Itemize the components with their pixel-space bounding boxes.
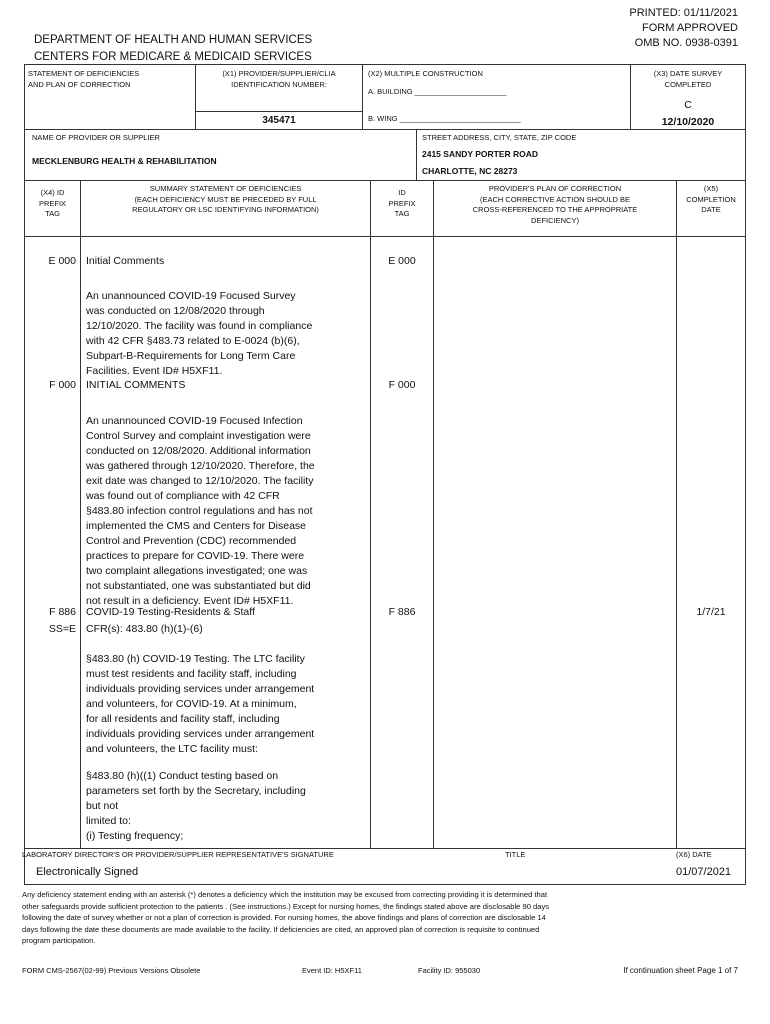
form-number: FORM CMS-2567(02-99) Previous Versions Obsolete — [22, 966, 201, 975]
provider-name: MECKLENBURG HEALTH & REHABILITATION — [32, 156, 217, 166]
statement-label: STATEMENT OF DEFICIENCIES AND PLAN OF CORRECTION — [28, 69, 140, 89]
x2-wing: B. WING _____________________________ — [368, 114, 521, 123]
right-border — [745, 64, 746, 884]
address-label: STREET ADDRESS, CITY, STATE, ZIP CODE — [422, 133, 577, 142]
provider-name-label: NAME OF PROVIDER OR SUPPLIER — [32, 133, 160, 142]
continuation-page: If continuation sheet Page 1 of 7 — [623, 966, 738, 975]
signature-value: Electronically Signed — [36, 866, 139, 878]
f000-title: INITIAL COMMENTS — [86, 379, 186, 391]
x2-building: A. BUILDING ______________________ — [368, 87, 507, 96]
x1-divider — [195, 111, 362, 112]
e000-text: An unannounced COVID-19 Focused Survey was conducted on 12/08/2020 through 12/10/2020. The facility was found in compliance with 42 CFR §483.73 related to E-0024 (b)(6), Subpart-B-Requirements for Long Term Care Facilities. Event ID# H5XF11. — [86, 290, 313, 377]
address-city: CHARLOTTE, NC 28273 — [422, 166, 518, 176]
e000-title: Initial Comments — [86, 255, 165, 267]
box-top-line — [24, 64, 746, 65]
f886-text-2: §483.80 (h)((1) Conduct testing based on parameters set forth by the Secretary, including but not limited to: (i) Testing frequency; — [86, 770, 306, 842]
signature-bottom-line — [24, 884, 746, 885]
f886-text-1: §483.80 (h) COVID-19 Testing. The LTC facility must test residents and facility staff, including individuals providing services under arrangement and volunteers, for COVID-19. At a minimum, for all residents and facility staff, including individuals providing services under arrangement and volunteers, the LTC facility must: — [86, 653, 315, 755]
x2-label: (X2) MULTIPLE CONSTRUCTION — [368, 69, 483, 78]
title-label: TITLE — [505, 850, 526, 859]
col-divider-3 — [433, 180, 434, 848]
f886-cfr: CFR(s): 483.80 (h)(1)-(6) — [86, 623, 203, 635]
f886-title: COVID-19 Testing-Residents & Staff — [86, 606, 255, 618]
x6-date-label: (X6) DATE — [676, 850, 712, 859]
form-approved: FORM APPROVED — [642, 22, 738, 34]
col-divider-2 — [370, 180, 371, 848]
survey-code: C — [684, 99, 692, 111]
completion-header: (X5) COMPLETION DATE — [686, 184, 736, 214]
col-divider-1 — [80, 180, 81, 848]
survey-completed-date: 12/10/2020 — [661, 116, 715, 128]
col-divider-4 — [676, 180, 677, 848]
event-id: Event ID: H5XF11 — [302, 966, 362, 975]
column-header-bottom-line — [24, 236, 746, 237]
x3-label: (X3) DATE SURVEY COMPLETED — [653, 69, 723, 89]
agency-name: CENTERS FOR MEDICARE & MEDICAID SERVICES — [34, 51, 312, 63]
printed-date: PRINTED: 01/11/2021 — [629, 7, 738, 19]
id-header: ID PREFIX TAG — [388, 188, 416, 218]
id-f000: F 000 — [388, 379, 416, 391]
x2-left-divider — [362, 64, 363, 129]
table-bottom-line — [24, 848, 746, 849]
signature-label: LABORATORY DIRECTOR'S OR PROVIDER/SUPPLIER REPRESENTATIVE'S SIGNATURE — [22, 850, 334, 859]
tag-e000: E 000 — [48, 255, 76, 267]
tag-f886: F 886 — [49, 606, 76, 618]
signature-date: 01/07/2021 — [676, 866, 732, 878]
f886-completion-date: 1/7/21 — [696, 606, 726, 618]
disclaimer: Any deficiency statement ending with an asterisk (*) denotes a deficiency which the institution may be excused from correcting providing it is determined that other safeguards provide sufficient protection to the patients . (See instructions.) Except for nursing homes, the findings stated above are disclosable 90 days following the date of survey whether or not a plan of correction is provided. For nursing homes, the above findings and plans of correction are disclosable 14 days following the date these documents are made available to the facility. If deficiencies are cited, an approved plan of correction is requisite to continued program participation. — [22, 890, 550, 945]
plan-header: PROVIDER'S PLAN OF CORRECTION (EACH CORRECTIVE ACTION SHOULD BE CROSS-REFERENCED TO THE APPROPRIATE DEFICIENCY) — [472, 184, 638, 225]
x1-label: (X1) PROVIDER/SUPPLIER/CLIA IDENTIFICATION NUMBER: — [222, 69, 336, 89]
summary-header: SUMMARY STATEMENT OF DEFICIENCIES (EACH DEFICIENCY MUST BE PRECEDED BY FULL REGULATORY OR LSC IDENTIFYING INFORMATION) — [132, 184, 319, 214]
provider-bottom-line — [24, 180, 746, 181]
department-name: DEPARTMENT OF HEALTH AND HUMAN SERVICES — [34, 34, 313, 46]
info-bottom-line — [24, 129, 746, 130]
scope-severity: SS=E — [48, 623, 76, 635]
tag-f000: F 000 — [49, 379, 76, 391]
omb-number: OMB NO. 0938-0391 — [634, 37, 738, 49]
id-e000: E 000 — [388, 255, 416, 267]
facility-id: Facility ID: 955030 — [418, 966, 481, 975]
left-border — [24, 64, 25, 884]
id-f886: F 886 — [388, 606, 416, 618]
x4-header: (X4) ID PREFIX TAG — [38, 188, 67, 218]
f000-text: An unannounced COVID-19 Focused Infection Control Survey and complaint investigation were conducted on 12/08/2020. Additional information was gathered through 12/10/2020. Therefore, the exit date was changed to 12/10/2020. The facility was found out of compliance with 42 CFR §483.80 infection control regulations and has not implemented the CMS and Centers for Disease Control and Prevention (CDC) recommended practices to prepare for COVID-19. There were two complaint allegations investigated; one was not substantiated, one was substantiated but did not result in a deficiency. Event ID# H5XF11. — [86, 415, 315, 607]
address-divider — [416, 129, 417, 180]
provider-id-number: 345471 — [262, 115, 296, 126]
address-street: 2415 SANDY PORTER ROAD — [422, 149, 539, 159]
